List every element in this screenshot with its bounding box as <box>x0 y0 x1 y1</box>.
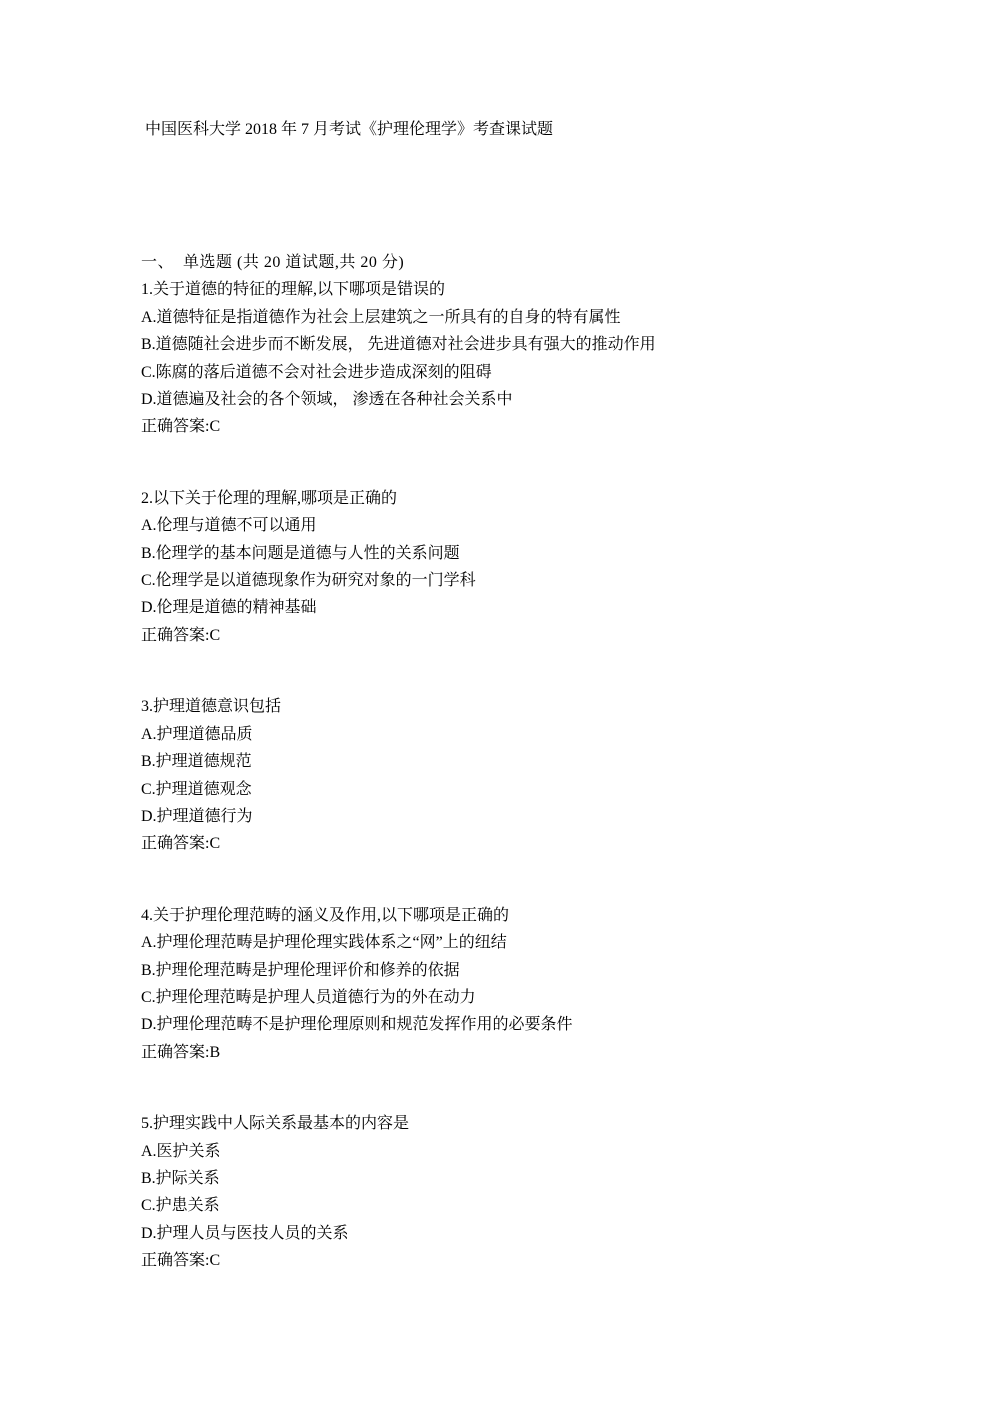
question-text: 4.关于护理伦理范畴的涵义及作用,以下哪项是正确的 <box>141 906 510 924</box>
question-text: 2.以下关于伦理的理解,哪项是正确的 <box>141 489 398 507</box>
option-line: D.护理人员与医技人员的关系 <box>141 1224 349 1242</box>
document-body <box>141 249 921 1275</box>
section-header: 一、 单选题 (共 20 道试题,共 20 分) <box>141 254 405 271</box>
option-line: B.道德随社会进步而不断发展， 先进道德对社会进步具有强大的推动作用 <box>141 336 656 354</box>
question-text: 5.护理实践中人际关系最基本的内容是 <box>141 1115 410 1133</box>
question-block-1 <box>141 249 921 441</box>
option-line: C.护理道德观念 <box>141 780 252 798</box>
option-line: D.道德遍及社会的各个领域， 渗透在各种社会关系中 <box>141 391 513 409</box>
option-line: B.护理道德规范 <box>141 753 252 771</box>
question-block-4 <box>141 902 921 1066</box>
option-line: A.护理道德品质 <box>141 725 253 743</box>
answer-line: 正确答案:C <box>141 1252 221 1270</box>
question-block-3 <box>141 693 921 857</box>
document-title: 中国医科大学 2018 年 7 月考试《护理伦理学》考查课试题 <box>145 121 554 138</box>
question-text: 3.护理道德意识包括 <box>141 698 282 716</box>
option-line: C.护患关系 <box>141 1197 220 1215</box>
option-line: A.道德特征是指道德作为社会上层建筑之一所具有的自身的特有属性 <box>141 308 621 326</box>
option-line: B.护理伦理范畴是护理伦理评价和修养的依据 <box>141 961 460 979</box>
option-line: C.伦理学是以道德现象作为研究对象的一门学科 <box>141 572 476 590</box>
option-line: D.伦理是道德的精神基础 <box>141 599 317 617</box>
question-text: 1.关于道德的特征的理解,以下哪项是错误的 <box>141 281 446 299</box>
option-line: D.护理道德行为 <box>141 807 253 825</box>
option-line: C.护理伦理范畴是护理人员道德行为的外在动力 <box>141 988 476 1006</box>
answer-line: 正确答案:C <box>141 418 221 436</box>
option-line: C.陈腐的落后道德不会对社会进步造成深刻的阻碍 <box>141 363 492 381</box>
option-line: B.护际关系 <box>141 1169 220 1187</box>
answer-line: 正确答案:C <box>141 626 221 644</box>
option-line: D.护理伦理范畴不是护理伦理原则和规范发挥作用的必要条件 <box>141 1016 573 1034</box>
answer-line: 正确答案:C <box>141 835 221 853</box>
question-block-2 <box>141 485 921 649</box>
option-line: A.医护关系 <box>141 1142 221 1160</box>
option-line: B.伦理学的基本问题是道德与人性的关系问题 <box>141 544 460 562</box>
question-block-5 <box>141 1110 921 1274</box>
answer-line: 正确答案:B <box>141 1043 221 1061</box>
option-line: A.伦理与道德不可以通用 <box>141 517 317 535</box>
option-line: A.护理伦理范畴是护理伦理实践体系之“网”上的纽结 <box>141 934 507 952</box>
